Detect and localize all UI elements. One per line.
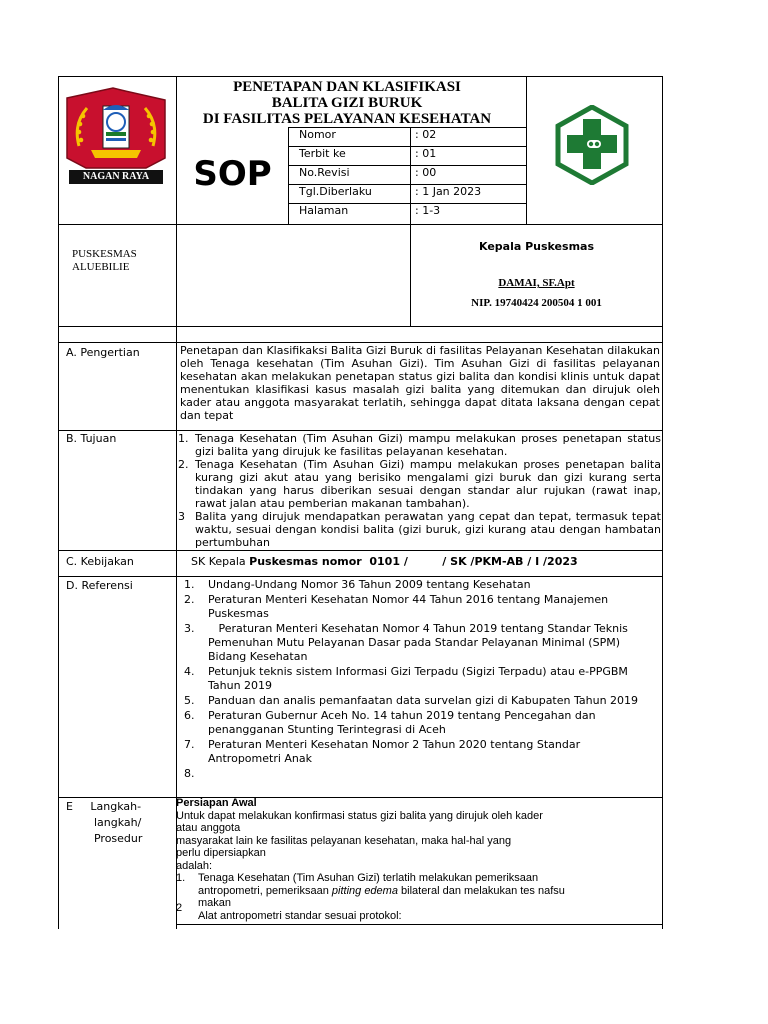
list-item xyxy=(184,738,654,766)
list-text: Peraturan Menteri Kesehatan Nomor 2 Tahun 2020 tentang Standar Antropometri Anak xyxy=(208,738,584,765)
logo-caption: NAGAN RAYA xyxy=(82,171,150,182)
row-e-partial-border xyxy=(176,924,663,925)
list-text: Tenaga Kesehatan (Tim Asuhan Gizi) mampu melakukan proses penetapan status gizi balita yang dirujuk ke fasilitas pelayanan kesehatan. xyxy=(195,432,661,458)
header-bottom-border xyxy=(58,326,663,327)
procedure-line: adalah: xyxy=(176,859,213,872)
preparation-heading: Persiapan Awal xyxy=(176,797,257,809)
list-text: Petunjuk teknis sistem Informasi Gizi Terpadu (Sigizi Terpadu) atau e-PPGBM Tahun 2019 xyxy=(208,665,632,692)
list-text: Panduan dan analis pemanfaatan data survelan gizi di Kabupaten Tahun 2019 xyxy=(208,694,639,707)
unit-name: PUSKESMAS ALUEBILIE xyxy=(72,248,137,273)
approval-name: DAMAI, SF.Apt xyxy=(498,277,575,289)
list-number: 5. xyxy=(184,694,195,707)
table-border-left xyxy=(58,76,59,929)
list-number: 4. xyxy=(184,665,195,678)
procedure-text-part: antropometri, pemeriksaan xyxy=(198,884,332,897)
list-item xyxy=(184,593,654,621)
info-label-nomor: Nomor xyxy=(299,128,336,141)
procedure-text-line xyxy=(176,897,662,914)
puskesmas-logo xyxy=(552,105,632,185)
list-number: 7. xyxy=(184,738,195,751)
logo-column-divider xyxy=(526,76,527,224)
list-text: Tenaga Kesehatan (Tim Asuhan Gizi) mampu melakukan proses penetapan balita kurang gizi akut atau yang berisiko mengalami gizi buruk dan gizi kurang serta tindakan yang harus diberikan sesuai dengan standar alur rujukan (rawat inap, rawat jalan atau pemberian makanan tambahan). xyxy=(195,458,661,510)
info-value-halaman: : 1-3 xyxy=(415,204,441,217)
spacer-row-border xyxy=(58,342,663,343)
section-a-text: Penetapan dan Klasifikaksi Balita Gizi Buruk di fasilitas Pelayanan Kesehatan dilakukan oleh Tenaga kesehatan (Tim Asuhan Gizi). Tim Asuhan Gizi di fasilitas pelayanan kesehatan akan melakukan penetapan status gizi balita dan kondisi klinis untuk dapat menentukan klasifikasi kasus masalah gizi balita yang ditemukan dan dirujuk oleh kader atau anggota masyarakat terlatih, sehingga dapat ditata laksana dengan cepat dan tepat xyxy=(180,344,660,422)
procedure-text-italic: pitting edema xyxy=(331,884,398,897)
procedure-number: 1. xyxy=(176,872,186,884)
list-item xyxy=(178,458,661,510)
health-cross-icon xyxy=(552,105,632,185)
list-item xyxy=(184,709,654,737)
policy-number: Puskesmas nomor 0101 / / SK /PKM-AB / I /2023 xyxy=(249,555,578,568)
list-item xyxy=(184,665,654,693)
info-label-revisi: No.Revisi xyxy=(299,166,350,179)
procedure-text-part: makan xyxy=(198,897,232,909)
row-a-border xyxy=(58,430,663,431)
title-line-2: BALITA GIZI BURUK xyxy=(271,95,423,111)
section-c-label: C. Kebijakan xyxy=(66,555,134,568)
list-item xyxy=(184,767,654,781)
list-item xyxy=(178,432,661,458)
sop-document xyxy=(58,76,663,929)
header-divider xyxy=(58,224,663,225)
procedure-number: 2 xyxy=(176,902,183,914)
procedure-text-line xyxy=(176,885,662,898)
list-number: 2. xyxy=(184,593,195,606)
list-text: Peraturan Gubernur Aceh No. 14 tahun 2019 tentang Pencegahan dan penangganan Stunting Terintegrasi di Aceh xyxy=(208,709,600,736)
title-line-1: PENETAPAN DAN KLASIFIKASI xyxy=(233,79,461,95)
list-text: Undang-Undang Nomor 36 Tahun 2009 tentang Kesehatan xyxy=(208,578,531,591)
info-value-tanggal: : 1 Jan 2023 xyxy=(415,185,482,198)
list-text xyxy=(208,767,654,781)
list-number: 3 xyxy=(178,510,185,523)
procedure-line: perlu dipersiapkan xyxy=(176,847,266,859)
list-item xyxy=(184,622,654,664)
procedure-text: Tenaga Kesehatan (Tim Asuhan Gizi) terlatih melakukan pemeriksaan xyxy=(198,872,539,884)
list-number: 3. xyxy=(184,622,195,635)
procedure-item xyxy=(176,872,662,885)
procedure-text-part: bilateral dan melakukan tes nafsu xyxy=(397,884,565,897)
approval-nip: NIP. 19740424 200504 1 001 xyxy=(471,297,602,309)
list-number: 1. xyxy=(184,578,195,591)
section-d-label: D. Referensi xyxy=(66,579,133,592)
document-title xyxy=(177,79,517,127)
procedure-text: Alat antropometri standar sesuai protokol: xyxy=(198,909,402,922)
row-c-border xyxy=(58,576,663,577)
section-b-label: B. Tujuan xyxy=(66,432,117,445)
info-label-halaman: Halaman xyxy=(299,204,349,217)
info-label-terbit: Terbit ke xyxy=(299,147,346,160)
procedure-line: Untuk dapat melakukan konfirmasi status gizi balita yang dirujuk oleh kader xyxy=(176,809,543,822)
list-text: Peraturan Menteri Kesehatan Nomor 44 Tahun 2016 tentang Manajemen Puskesmas xyxy=(208,593,612,620)
list-item xyxy=(178,510,661,549)
info-value-terbit: : 01 xyxy=(415,147,437,160)
info-label-divider xyxy=(288,127,289,224)
procedure-line: atau anggota xyxy=(176,822,241,834)
info-label-tanggal: Tgl.Diberlaku xyxy=(299,185,372,198)
list-number: 1. xyxy=(178,432,189,445)
info-value-revisi: : 00 xyxy=(415,166,437,179)
list-number: 8. xyxy=(184,767,195,780)
section-e-label: E Langkah- langkah/ Prosedur xyxy=(66,800,143,845)
list-text: Peraturan Menteri Kesehatan Nomor 4 Tahun 2019 tentang Standar Teknis Pemenuhan Mutu Pelayanan Dasar pada Standar Pelayanan Minimal (SPM) Bidang Kesehatan xyxy=(208,622,632,663)
section-c-text xyxy=(191,555,661,568)
policy-prefix: SK Kepala xyxy=(191,555,250,568)
approval-role: Kepala Puskesmas xyxy=(478,240,594,253)
list-item xyxy=(184,694,654,708)
table-border-right xyxy=(662,76,663,929)
list-number: 6. xyxy=(184,709,195,722)
list-text: Balita yang dirujuk mendapatkan perawatan yang cepat dan tepat, termasuk tepat waktu, sesuai dengan kondisi balita (gizi buruk, gizi kurang atau dengan hambatan pertumbuhan xyxy=(195,510,661,549)
row-b-border xyxy=(58,550,663,551)
info-value-divider xyxy=(410,127,411,224)
list-number: 2. xyxy=(178,458,189,471)
section-a-label: A. Pengertian xyxy=(66,346,140,359)
procedure-line: masyarakat lain ke fasilitas pelayanan kesehatan, maka hal-hal yang xyxy=(176,834,512,847)
nagan-raya-logo xyxy=(61,86,171,186)
section-d-list xyxy=(184,578,654,782)
section-b-list xyxy=(178,432,661,549)
info-value-nomor: : 02 xyxy=(415,128,437,141)
list-item xyxy=(184,578,654,592)
title-line-3: DI FASILITAS PELAYANAN KESEHATAN xyxy=(202,111,492,127)
sop-label: SOP xyxy=(193,154,272,194)
section-e-content xyxy=(176,797,662,922)
table-border-top xyxy=(58,76,663,77)
